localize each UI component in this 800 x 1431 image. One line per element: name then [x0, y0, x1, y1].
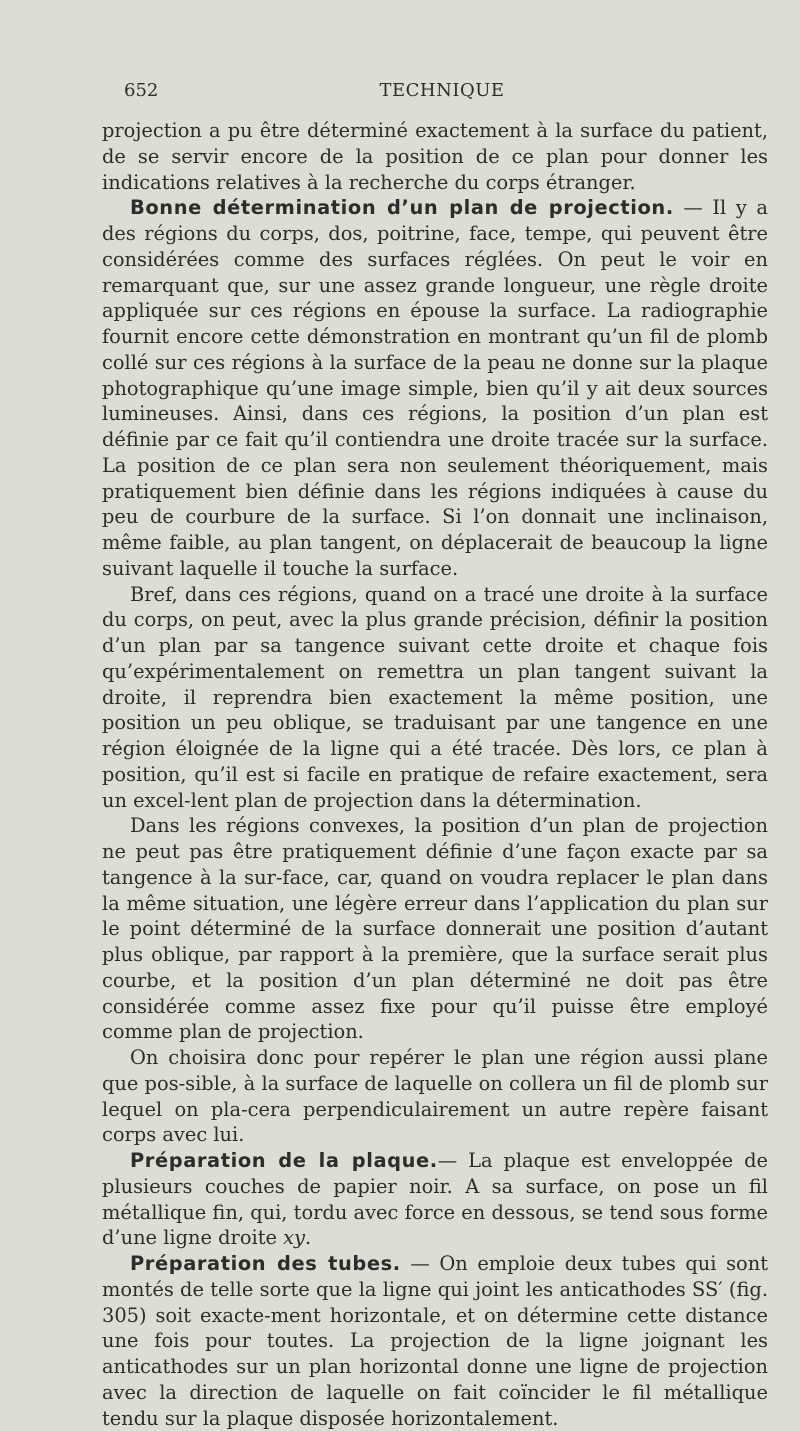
paragraph: On choisira donc pour repérer le plan une région aussi plane que pos-sible, à la surface de laquelle on collera un fil de plomb sur lequel on pla-cera perpendiculairement un autre repère faisant corps avec lui.	[102, 1046, 768, 1147]
page-number: 652	[124, 80, 159, 101]
section-heading: Préparation de la plaque.	[130, 1149, 438, 1172]
paragraph: projection a pu être déterminé exactement à la surface du patient, de se servir encore de la position de ce plan pour donner les indications relatives à la recherche du corps étranger.	[102, 119, 768, 194]
body-text	[102, 118, 768, 1431]
paragraph: Préparation de la plaque.— La plaque est enveloppée de plusieurs couches de papier noir. A sa surface, on pose un fil métallique fin, qui, tordu avec force en dessous, se tend sous forme d’une ligne droite xy.	[102, 1149, 768, 1250]
math-variable: xy	[283, 1226, 306, 1250]
paragraph: Bonne détermination d’un plan de projection. — Il y a des régions du corps, dos, poitrine, face, tempe, qui peuvent être considérées comme des surfaces réglées. On peut le voir en remarquant que, sur une assez grande longueur, une règle droite appliquée sur ces régions en épouse la surface. La radiographie fournit encore cette démonstration en montrant qu’un fil de plomb collé sur ces régions à la surface de la peau ne donne sur la plaque photographique qu’une image simple, bien qu’il y ait deux sources lumineuses. Ainsi, dans ces régions, la position d’un plan est définie par ce fait qu’il contiendra une droite tracée sur la surface. La position de ce plan sera non seulement théoriquement, mais pratiquement bien définie dans les régions indiquées à cause du peu de courbure de la surface. Si l’on donnait une inclinaison, même faible, au plan tangent, on déplacerait de beaucoup la ligne suivant laquelle il touche la surface.	[102, 196, 768, 580]
section-heading: Bonne détermination d’un plan de projection.	[130, 196, 674, 220]
section-heading: Préparation des tubes.	[130, 1252, 401, 1275]
paragraph: Dans les régions convexes, la position d’un plan de projection ne peut pas être pratiquement définie d’une façon exacte par sa tangence à la sur-face, car, quand on voudra replacer le plan dans la même situation, une légère erreur dans l’application du plan sur le point déterminé de la surface donnerait une position d’autant plus oblique, par rapport à la première, que la surface serait plus courbe, et la position d’un plan déterminé ne doit pas être considérée comme assez fixe pour qu’il puisse être employé comme plan de projection.	[102, 814, 768, 1044]
paragraph: Bref, dans ces régions, quand on a tracé une droite à la surface du corps, on peut, avec la plus grande précision, définir la position d’un plan par sa tangence suivant cette droite et chaque fois qu’expérimentalement on remettra un plan tangent suivant la droite, il reprendra bien exactement la même position, une position un peu oblique, se traduisant par une tangence en une région éloignée de la ligne qui a été tracée. Dès lors, ce plan à position, qu’il est si facile en pratique de refaire exactement, sera un excel-lent plan de projection dans la détermination.	[102, 582, 768, 812]
running-title: TECHNIQUE	[379, 80, 505, 101]
paragraph: Préparation des tubes. — On emploie deux tubes qui sont montés de telle sorte que la ligne qui joint les anticathodes SS′ (fig. 305) soit exacte-ment horizontale, et on détermine cette distance une fois pour toutes. La projection de la ligne joignant les anticathodes sur un plan horizontal donne une ligne de projection avec la direction de laquelle on fait coïncider le fil métallique tendu sur la plaque disposée horizontalement.	[102, 1252, 768, 1430]
